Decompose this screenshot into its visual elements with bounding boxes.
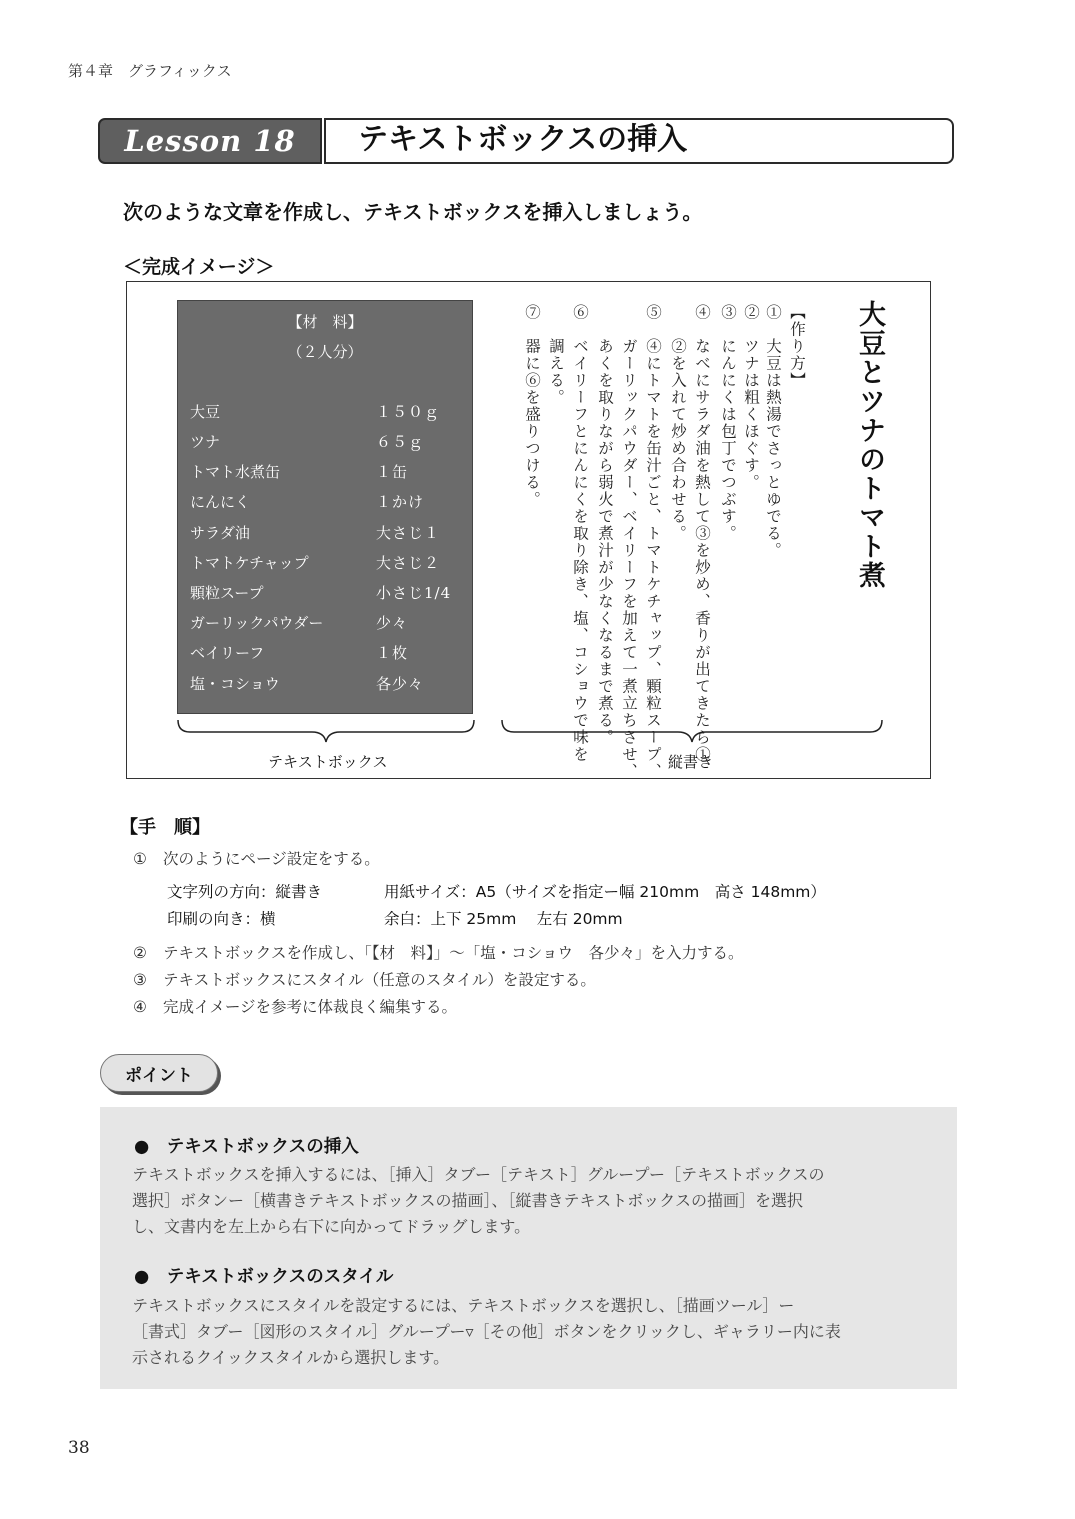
method-line: ⑤ ④にトマトを缶汁ごと、トマトケチャップ、顆粒スープ、 xyxy=(644,304,662,780)
ingredient-name: ベイリーフ xyxy=(190,644,265,662)
ingredients-heading: 【材 料】 xyxy=(287,313,363,331)
setting-margins: 余白：上下 25mm 左右 20mm xyxy=(384,910,623,928)
method-line: ⑦ 器に⑥を盛りつける。 xyxy=(523,304,541,508)
point-line: 選択］ボタンー［横書きテキストボックスの描画］、［縦書きテキストボックスの描画］を選択 xyxy=(132,1191,804,1210)
ingredient-name: ガーリックパウダー xyxy=(190,614,324,632)
point-section-title: ● テキストボックスの挿入 xyxy=(134,1137,359,1157)
method-line: ②を入れて炒め合わせる。 xyxy=(669,304,687,542)
recipe-title: 大豆とツナのトマト煮 xyxy=(854,300,885,590)
point-section-title: ● テキストボックスのスタイル xyxy=(134,1267,394,1287)
ingredient-row xyxy=(190,673,460,697)
point-line: テキストボックスを挿入するには、［挿入］タブー［テキスト］グループー［テキストボックスの xyxy=(132,1165,825,1184)
ingredient-qty: １５０ｇ xyxy=(376,403,441,421)
step-number: ① xyxy=(133,850,147,868)
procedure-heading: 【手 順】 xyxy=(120,817,210,838)
point-section-body xyxy=(132,1293,927,1371)
label-textbox: テキストボックス xyxy=(268,753,388,771)
page-number: 38 xyxy=(68,1438,90,1458)
ingredient-qty: 大さじ２ xyxy=(376,554,441,572)
point-line: 示されるクイックスタイルから選択します。 xyxy=(132,1348,450,1367)
procedure-step-3 xyxy=(133,968,596,990)
ingredient-qty: 大さじ１ xyxy=(376,524,441,542)
ingredient-row xyxy=(190,642,460,666)
method-line: ① 大豆は熱湯でさっとゆでる。 xyxy=(764,304,782,559)
ingredient-row xyxy=(190,461,460,485)
ingredient-name: サラダ油 xyxy=(190,524,250,542)
step-number: ③ xyxy=(133,971,147,989)
point-line: し、文書内を左上から右下に向かってドラッグします。 xyxy=(132,1217,531,1236)
setting-orientation: 印刷の向き：横 xyxy=(167,910,276,928)
setting-paper: 用紙サイズ：A5（サイズを指定ー幅 210mm 高さ 148mm） xyxy=(384,883,826,901)
ingredient-name: トマト水煮缶 xyxy=(190,463,281,481)
point-label: ポイント xyxy=(100,1054,218,1092)
point-line: テキストボックスにスタイルを設定するには、テキストボックスを選択し、［描画ツール］ー xyxy=(132,1296,795,1315)
method-line: ② ツナは粗くほぐす。 xyxy=(742,304,760,491)
brace-vertical xyxy=(500,718,884,744)
ingredient-name: トマトケチャップ xyxy=(190,554,309,572)
method-line: 調える。 xyxy=(547,304,565,406)
step-text: テキストボックスを作成し、「【材 料】」～「塩・コショウ 各少々」を入力する。 xyxy=(163,944,744,962)
complete-image-label: ＜完成イメージ＞ xyxy=(123,256,275,278)
setting-direction: 文字列の方向：縦書き xyxy=(167,883,323,901)
procedure-step-1 xyxy=(133,847,380,869)
ingredient-name: 顆粒スープ xyxy=(190,584,264,602)
method-heading: 【作り方】 xyxy=(788,304,806,389)
chapter-header: 第４章 グラフィックス xyxy=(68,62,232,80)
ingredient-name: にんにく xyxy=(190,493,251,511)
brace-textbox xyxy=(176,718,476,744)
procedure-step-4 xyxy=(133,995,457,1017)
ingredients-textbox xyxy=(177,300,473,714)
ingredient-qty: 各少々 xyxy=(376,675,425,693)
step-number: ④ xyxy=(133,998,147,1016)
method-line: ⑥ ベイリーフとにんにくを取り除き、塩、コショウで味を xyxy=(571,304,589,763)
ingredient-qty: １かけ xyxy=(376,493,425,511)
ingredient-name: 大豆 xyxy=(190,403,221,421)
ingredient-qty: 小さじ1/4 xyxy=(376,584,452,602)
ingredient-row xyxy=(190,401,460,425)
point-line: ［書式］タブー［図形のスタイル］グループー▿［その他］ボタンをクリックし、ギャラリー内に表 xyxy=(132,1322,841,1341)
ingredient-name: ツナ xyxy=(190,433,221,451)
ingredient-qty: １缶 xyxy=(376,463,409,481)
lesson-badge: Lesson 18 xyxy=(98,118,322,164)
ingredient-name: 塩・コショウ xyxy=(190,675,280,693)
method-line: ③ にんにくは包丁でつぶす。 xyxy=(719,304,737,542)
ingredient-qty: ６５ｇ xyxy=(376,433,425,451)
ingredient-row xyxy=(190,612,460,636)
method-line: ④ なべにサラダ油を熱して③を炒め、香りが出てきたら① xyxy=(693,304,711,763)
step-text: 完成イメージを参考に体裁良く編集する。 xyxy=(163,998,458,1016)
ingredient-row xyxy=(190,431,460,455)
ingredient-qty: １枚 xyxy=(376,644,409,662)
step-text: テキストボックスにスタイル（任意のスタイル）を設定する。 xyxy=(163,971,596,989)
ingredient-row xyxy=(190,582,460,606)
ingredient-row xyxy=(190,522,460,546)
ingredient-qty: 少々 xyxy=(376,614,409,632)
procedure-step-2 xyxy=(133,941,743,963)
step-number: ② xyxy=(133,944,147,962)
method-line: ガーリックパウダー、ベイリーフを加えて一煮立ちさせ、 xyxy=(620,304,638,780)
instruction-text: 次のような文章を作成し、テキストボックスを挿入しましょう。 xyxy=(123,200,703,224)
label-vertical: 縦書き xyxy=(668,753,714,771)
ingredient-row xyxy=(190,491,460,515)
point-section-body xyxy=(132,1162,927,1240)
ingredients-servings: （２人分） xyxy=(287,343,363,361)
method-line: あくを取りながら弱火で煮汁が少なくなるまで煮る。 xyxy=(596,304,614,746)
ingredient-row xyxy=(190,552,460,576)
step-text: 次のようにページ設定をする。 xyxy=(163,850,380,868)
lesson-title: テキストボックスの挿入 xyxy=(324,118,954,164)
